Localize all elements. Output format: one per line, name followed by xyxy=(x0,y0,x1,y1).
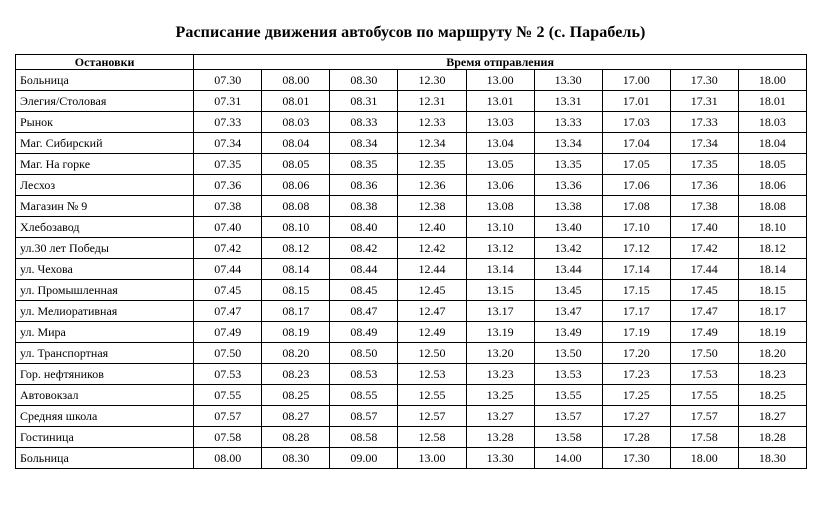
departure-time: 07.58 xyxy=(194,427,262,448)
departure-time: 13.55 xyxy=(534,385,602,406)
departure-time: 18.25 xyxy=(738,385,806,406)
departure-time: 07.55 xyxy=(194,385,262,406)
departure-time: 17.27 xyxy=(602,406,670,427)
departure-time: 07.33 xyxy=(194,112,262,133)
departure-time: 12.42 xyxy=(398,238,466,259)
departure-time: 17.57 xyxy=(670,406,738,427)
departure-time: 07.35 xyxy=(194,154,262,175)
table-row xyxy=(16,196,807,217)
departure-time: 08.57 xyxy=(330,406,398,427)
departure-time: 13.38 xyxy=(534,196,602,217)
departure-time: 12.53 xyxy=(398,364,466,385)
departure-time: 13.10 xyxy=(466,217,534,238)
departure-time: 13.03 xyxy=(466,112,534,133)
departure-time: 17.06 xyxy=(602,175,670,196)
stop-name: Средняя школа xyxy=(16,406,194,427)
table-row xyxy=(16,91,807,112)
departure-time: 13.30 xyxy=(466,448,534,469)
departure-time: 14.00 xyxy=(534,448,602,469)
departure-time: 17.03 xyxy=(602,112,670,133)
departure-time: 18.10 xyxy=(738,217,806,238)
departure-time: 18.28 xyxy=(738,427,806,448)
departure-time: 18.12 xyxy=(738,238,806,259)
departure-time: 17.58 xyxy=(670,427,738,448)
departure-time: 18.08 xyxy=(738,196,806,217)
departure-time: 18.19 xyxy=(738,322,806,343)
table-row xyxy=(16,133,807,154)
departure-time: 18.17 xyxy=(738,301,806,322)
departure-time: 08.00 xyxy=(194,448,262,469)
departure-time: 08.47 xyxy=(330,301,398,322)
departure-time: 13.17 xyxy=(466,301,534,322)
departure-time: 13.49 xyxy=(534,322,602,343)
departure-time: 17.30 xyxy=(602,448,670,469)
departure-time: 13.33 xyxy=(534,112,602,133)
departure-time: 13.53 xyxy=(534,364,602,385)
table-row xyxy=(16,70,807,91)
stop-name: ул.30 лет Победы xyxy=(16,238,194,259)
departure-time: 17.00 xyxy=(602,70,670,91)
departure-time: 17.49 xyxy=(670,322,738,343)
departure-time: 13.14 xyxy=(466,259,534,280)
departure-time: 17.34 xyxy=(670,133,738,154)
departure-time: 08.33 xyxy=(330,112,398,133)
stop-name: Хлебозавод xyxy=(16,217,194,238)
departure-time: 08.20 xyxy=(262,343,330,364)
departure-time: 18.27 xyxy=(738,406,806,427)
departure-time: 17.08 xyxy=(602,196,670,217)
departure-time: 17.45 xyxy=(670,280,738,301)
departure-time: 08.01 xyxy=(262,91,330,112)
departure-time: 18.15 xyxy=(738,280,806,301)
schedule-body xyxy=(16,70,807,469)
departure-time: 17.55 xyxy=(670,385,738,406)
page-title: Расписание движения автобусов по маршруту № 2 (с. Парабель) xyxy=(175,24,646,41)
departure-time: 07.53 xyxy=(194,364,262,385)
departure-time: 08.25 xyxy=(262,385,330,406)
departure-time: 13.50 xyxy=(534,343,602,364)
stops-column-header: Остановки xyxy=(16,55,194,70)
stop-name: Лесхоз xyxy=(16,175,194,196)
stop-name: Элегия/Столовая xyxy=(16,91,194,112)
departure-time: 08.55 xyxy=(330,385,398,406)
table-header-row xyxy=(16,55,807,70)
departure-time: 08.06 xyxy=(262,175,330,196)
departure-time: 13.00 xyxy=(398,448,466,469)
departure-time: 18.06 xyxy=(738,175,806,196)
departure-time: 13.19 xyxy=(466,322,534,343)
departure-time: 08.42 xyxy=(330,238,398,259)
departure-time: 12.45 xyxy=(398,280,466,301)
departure-time: 13.00 xyxy=(466,70,534,91)
departure-time: 08.30 xyxy=(262,448,330,469)
departure-time: 08.03 xyxy=(262,112,330,133)
departure-time: 13.34 xyxy=(534,133,602,154)
stop-name: ул. Чехова xyxy=(16,259,194,280)
departure-time: 13.20 xyxy=(466,343,534,364)
stop-name: Больница xyxy=(16,70,194,91)
departure-time: 17.25 xyxy=(602,385,670,406)
departure-time: 17.38 xyxy=(670,196,738,217)
departure-time: 12.38 xyxy=(398,196,466,217)
departure-time: 12.55 xyxy=(398,385,466,406)
departure-time: 07.31 xyxy=(194,91,262,112)
table-row xyxy=(16,364,807,385)
departure-time: 17.33 xyxy=(670,112,738,133)
table-row xyxy=(16,175,807,196)
table-row xyxy=(16,301,807,322)
departure-time: 08.58 xyxy=(330,427,398,448)
departure-time: 18.03 xyxy=(738,112,806,133)
departure-time: 08.40 xyxy=(330,217,398,238)
departure-time: 07.34 xyxy=(194,133,262,154)
departure-time: 17.12 xyxy=(602,238,670,259)
table-row xyxy=(16,238,807,259)
departure-time: 18.00 xyxy=(670,448,738,469)
departure-time: 18.05 xyxy=(738,154,806,175)
departure-time: 12.35 xyxy=(398,154,466,175)
departure-time: 07.42 xyxy=(194,238,262,259)
departure-time: 08.04 xyxy=(262,133,330,154)
departure-time: 13.08 xyxy=(466,196,534,217)
departure-time: 13.27 xyxy=(466,406,534,427)
departure-time: 08.00 xyxy=(262,70,330,91)
stop-name: Маг. Сибирский xyxy=(16,133,194,154)
departure-time: 17.31 xyxy=(670,91,738,112)
departure-time: 12.31 xyxy=(398,91,466,112)
stop-name: Рынок xyxy=(16,112,194,133)
departure-time: 17.42 xyxy=(670,238,738,259)
departure-time: 07.30 xyxy=(194,70,262,91)
departure-time: 12.58 xyxy=(398,427,466,448)
departure-time: 13.35 xyxy=(534,154,602,175)
departure-time: 12.33 xyxy=(398,112,466,133)
departure-time: 12.34 xyxy=(398,133,466,154)
departure-time: 17.50 xyxy=(670,343,738,364)
schedule-table xyxy=(15,54,807,469)
departure-time: 13.45 xyxy=(534,280,602,301)
departure-time: 07.49 xyxy=(194,322,262,343)
departure-time: 17.10 xyxy=(602,217,670,238)
departure-time: 18.01 xyxy=(738,91,806,112)
departure-time: 08.49 xyxy=(330,322,398,343)
departure-time: 08.34 xyxy=(330,133,398,154)
departure-time: 18.00 xyxy=(738,70,806,91)
departure-time: 17.35 xyxy=(670,154,738,175)
departure-time: 18.14 xyxy=(738,259,806,280)
departure-time: 08.36 xyxy=(330,175,398,196)
stop-name: Магазин № 9 xyxy=(16,196,194,217)
stop-name: Гор. нефтяников xyxy=(16,364,194,385)
departure-time: 13.01 xyxy=(466,91,534,112)
departure-time: 12.47 xyxy=(398,301,466,322)
departure-time: 17.04 xyxy=(602,133,670,154)
departure-time: 18.30 xyxy=(738,448,806,469)
departure-time: 07.38 xyxy=(194,196,262,217)
departure-time: 13.30 xyxy=(534,70,602,91)
departure-time: 13.23 xyxy=(466,364,534,385)
departure-time: 17.40 xyxy=(670,217,738,238)
departure-time: 17.05 xyxy=(602,154,670,175)
departure-time: 17.23 xyxy=(602,364,670,385)
departure-time: 07.50 xyxy=(194,343,262,364)
table-row xyxy=(16,154,807,175)
departure-time: 13.31 xyxy=(534,91,602,112)
departure-time: 17.17 xyxy=(602,301,670,322)
departure-time: 07.36 xyxy=(194,175,262,196)
departure-time: 08.28 xyxy=(262,427,330,448)
departure-time: 18.23 xyxy=(738,364,806,385)
departure-time: 08.19 xyxy=(262,322,330,343)
departure-time: 13.42 xyxy=(534,238,602,259)
stop-name: ул. Мира xyxy=(16,322,194,343)
departure-time: 07.45 xyxy=(194,280,262,301)
departure-time: 12.57 xyxy=(398,406,466,427)
departure-time: 08.08 xyxy=(262,196,330,217)
stop-name: ул. Мелиоративная xyxy=(16,301,194,322)
departure-time: 08.53 xyxy=(330,364,398,385)
departure-time: 08.45 xyxy=(330,280,398,301)
departure-time: 08.23 xyxy=(262,364,330,385)
departure-time: 08.30 xyxy=(330,70,398,91)
departure-time: 09.00 xyxy=(330,448,398,469)
departure-time: 07.44 xyxy=(194,259,262,280)
stop-name: Автовокзал xyxy=(16,385,194,406)
times-column-header: Время отправления xyxy=(194,55,807,70)
departure-time: 12.50 xyxy=(398,343,466,364)
stop-name: Гостиница xyxy=(16,427,194,448)
departure-time: 13.58 xyxy=(534,427,602,448)
departure-time: 12.30 xyxy=(398,70,466,91)
stop-name: ул. Промышленная xyxy=(16,280,194,301)
departure-time: 17.36 xyxy=(670,175,738,196)
departure-time: 17.44 xyxy=(670,259,738,280)
table-row xyxy=(16,217,807,238)
departure-time: 17.14 xyxy=(602,259,670,280)
departure-time: 08.27 xyxy=(262,406,330,427)
departure-time: 07.47 xyxy=(194,301,262,322)
departure-time: 08.10 xyxy=(262,217,330,238)
departure-time: 08.31 xyxy=(330,91,398,112)
departure-time: 17.19 xyxy=(602,322,670,343)
departure-time: 07.57 xyxy=(194,406,262,427)
departure-time: 08.05 xyxy=(262,154,330,175)
departure-time: 08.44 xyxy=(330,259,398,280)
departure-time: 13.44 xyxy=(534,259,602,280)
departure-time: 13.04 xyxy=(466,133,534,154)
table-row xyxy=(16,322,807,343)
table-row xyxy=(16,385,807,406)
departure-time: 13.06 xyxy=(466,175,534,196)
departure-time: 08.14 xyxy=(262,259,330,280)
table-row xyxy=(16,406,807,427)
table-row xyxy=(16,448,807,469)
departure-time: 18.20 xyxy=(738,343,806,364)
table-row xyxy=(16,427,807,448)
departure-time: 17.20 xyxy=(602,343,670,364)
stop-name: Больница xyxy=(16,448,194,469)
stop-name: ул. Транспортная xyxy=(16,343,194,364)
departure-time: 12.44 xyxy=(398,259,466,280)
departure-time: 17.47 xyxy=(670,301,738,322)
departure-time: 12.36 xyxy=(398,175,466,196)
departure-time: 13.40 xyxy=(534,217,602,238)
departure-time: 17.28 xyxy=(602,427,670,448)
table-row xyxy=(16,259,807,280)
departure-time: 08.38 xyxy=(330,196,398,217)
departure-time: 08.35 xyxy=(330,154,398,175)
departure-time: 13.36 xyxy=(534,175,602,196)
departure-time: 13.28 xyxy=(466,427,534,448)
departure-time: 13.47 xyxy=(534,301,602,322)
table-row xyxy=(16,280,807,301)
departure-time: 13.57 xyxy=(534,406,602,427)
departure-time: 12.40 xyxy=(398,217,466,238)
departure-time: 17.15 xyxy=(602,280,670,301)
departure-time: 17.01 xyxy=(602,91,670,112)
departure-time: 18.04 xyxy=(738,133,806,154)
departure-time: 13.05 xyxy=(466,154,534,175)
departure-time: 08.12 xyxy=(262,238,330,259)
departure-time: 13.15 xyxy=(466,280,534,301)
departure-time: 08.50 xyxy=(330,343,398,364)
departure-time: 13.25 xyxy=(466,385,534,406)
departure-time: 08.15 xyxy=(262,280,330,301)
departure-time: 08.17 xyxy=(262,301,330,322)
departure-time: 07.40 xyxy=(194,217,262,238)
departure-time: 17.30 xyxy=(670,70,738,91)
table-row xyxy=(16,343,807,364)
departure-time: 17.53 xyxy=(670,364,738,385)
stop-name: Маг. На горке xyxy=(16,154,194,175)
departure-time: 13.12 xyxy=(466,238,534,259)
departure-time: 12.49 xyxy=(398,322,466,343)
table-row xyxy=(16,112,807,133)
